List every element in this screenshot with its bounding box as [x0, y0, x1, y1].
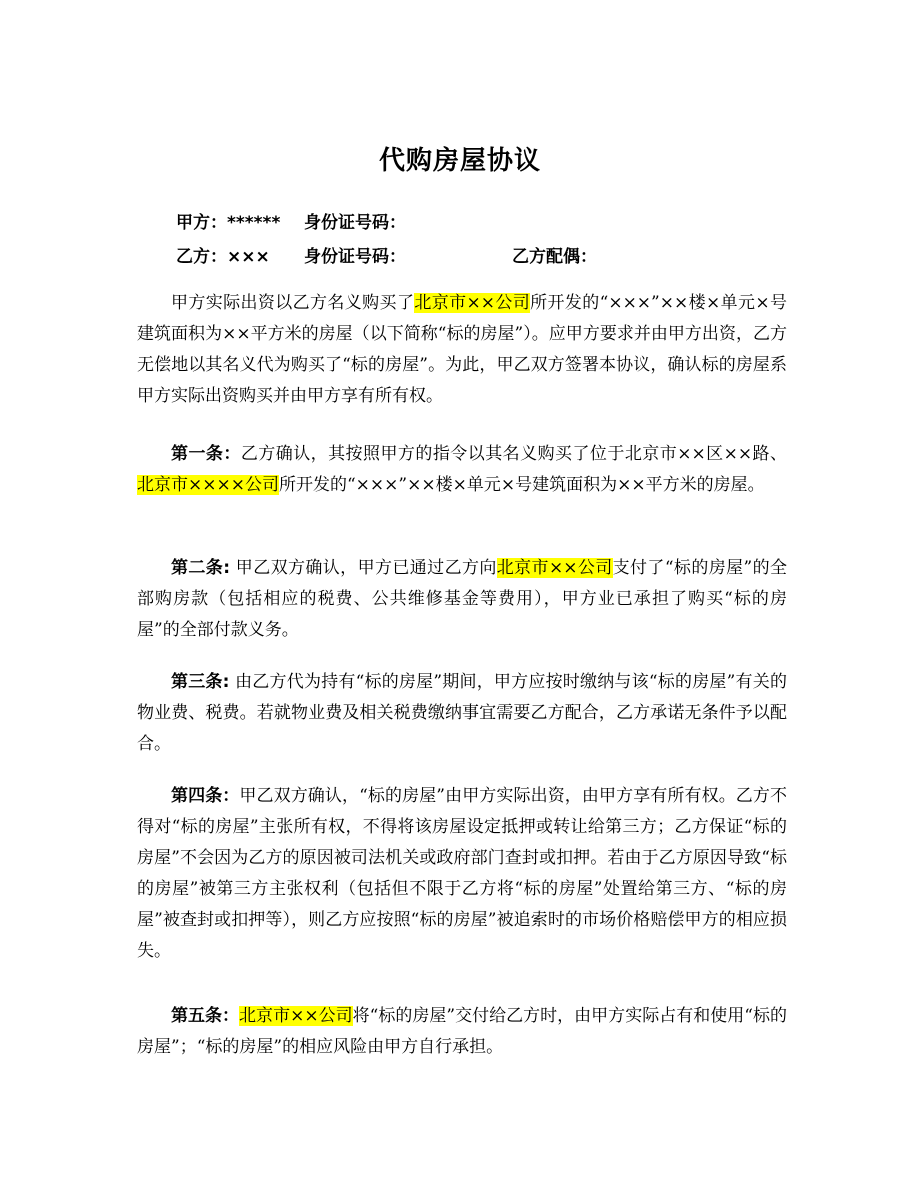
article-3-text-1: 由乙方代为持有“标的房屋”期间，甲方应按时缴纳与该“标的房屋”有关的物业费、税费。若就物业费及相关税费缴纳事宜需要乙方配合，乙方承诺无条件予以配合。 [137, 672, 787, 754]
article-4-label: 第四条： [171, 786, 240, 806]
article-4 [137, 781, 787, 967]
highlighted-company: 北京市××公司 [414, 293, 531, 313]
highlighted-company: 北京市××公司 [239, 1006, 353, 1026]
party-a-id-label: 身份证号码： [304, 213, 406, 233]
party-a-label: 甲方：****** [176, 213, 281, 233]
article-2-text-2: 支付了“标的房屋”的全部购房款（包括相应的税费、公共维修基金等费用），甲方业已承担了购买“标的房屋”的全部付款义务。 [137, 558, 787, 640]
highlighted-company: 北京市××××公司 [137, 475, 279, 495]
article-4-text-1: 甲乙双方确认，“标的房屋”由甲方实际出资，由甲方享有所有权。乙方不得对“标的房屋”主张所有权，不得将该房屋设定抵押或转让给第三方；乙方保证“标的房屋”不会因为乙方的原因被司法机关或政府部门查封或扣押。若由于乙方原因导致“标的房屋”被第三方主张权利（包括但不限于乙方将“标的房屋”处置给第三方、“标的房屋”被查封或扣押等），则乙方应按照“标的房屋”被追索时的市场价格赔偿甲方的相应损失。 [137, 786, 787, 961]
intro-text-2: 所开发的“×××”××楼×单元×号建筑面积为××平方米的房屋（以下简称“标的房屋”）。应甲方要求并由甲方出资，乙方无偿地以其名义代为购买了“标的房屋”。为此，甲乙双方签署本协议，确认标的房屋系甲方实际出资购买并由甲方享有所有权。 [137, 293, 788, 406]
article-1-label: 第一条： [171, 444, 241, 464]
article-5-text-1: 将“标的房屋”交付给乙方时，由甲方实际占有和使用“标的房屋”；“标的房屋”的相应风险由甲方自行承担。 [137, 1006, 787, 1057]
party-b-spouse-label: 乙方配偶： [512, 247, 597, 267]
article-2 [137, 553, 787, 646]
article-1-text-2: 所开发的“×××”××楼×单元×号建筑面积为××平方米的房屋。 [278, 475, 765, 495]
article-2-text-1: 甲乙双方确认，甲方已通过乙方向 [230, 558, 497, 578]
party-b-id-label: 身份证号码： [304, 247, 406, 267]
article-5 [137, 1001, 787, 1063]
article-1 [137, 439, 787, 501]
article-3-label: 第三条: [171, 672, 230, 692]
article-1-text-1: 乙方确认，其按照甲方的指令以其名义购买了位于北京市××区××路、 [240, 444, 787, 464]
article-5-label: 第五条： [171, 1006, 240, 1026]
document-title: 代购房屋协议 [378, 146, 541, 176]
intro-text-1: 甲方实际出资以乙方名义购买了 [171, 293, 415, 313]
article-3 [137, 667, 787, 760]
party-b-label: 乙方：××× [176, 247, 270, 267]
intro-paragraph [137, 288, 787, 412]
highlighted-company: 北京市××公司 [496, 558, 613, 578]
article-2-label: 第二条: [171, 558, 230, 578]
